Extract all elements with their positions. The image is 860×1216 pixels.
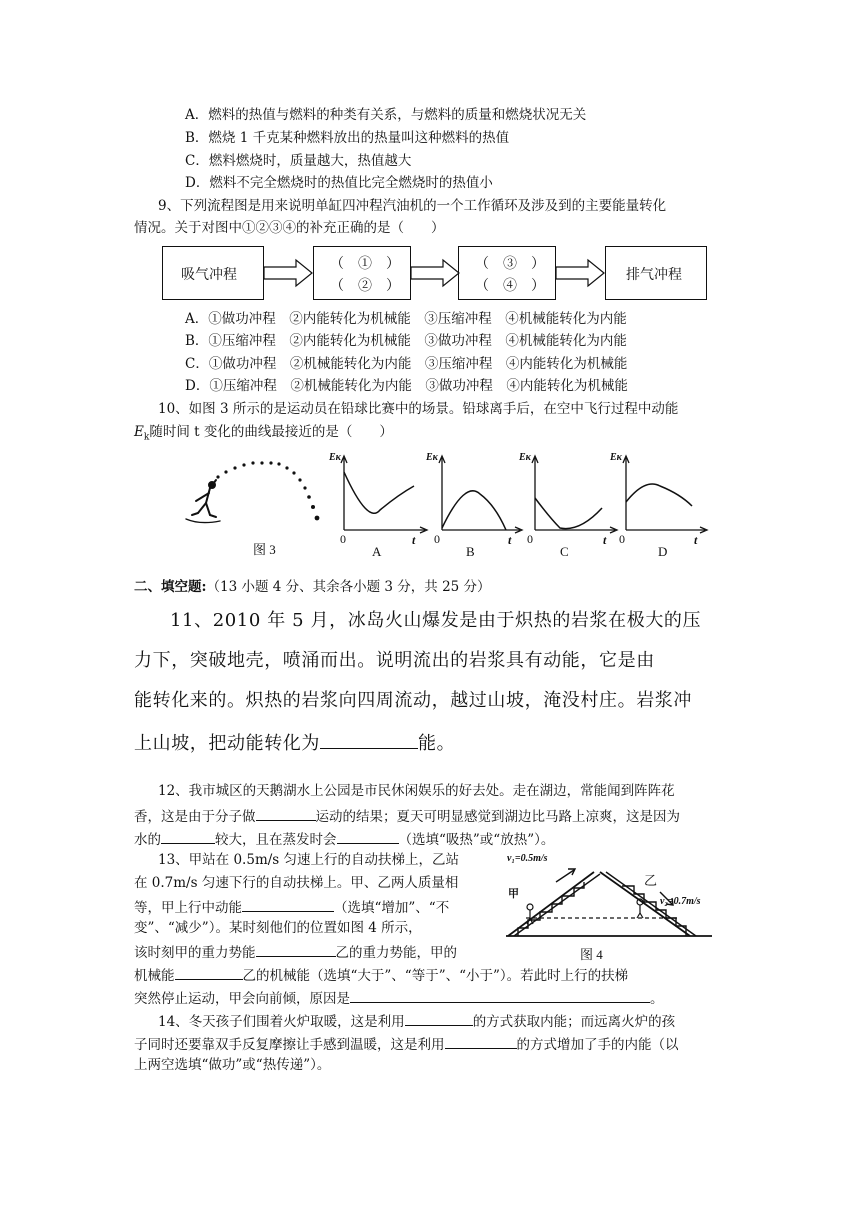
q13-line6-start: 机械能 [134,968,175,984]
q13-line3 [134,899,449,916]
fig3-caption: 图 3 [253,542,276,557]
flow-arrow-icon [554,258,606,288]
section2-note: （13 小题 4 分、其余各小题 3 分，共 25 分） [206,579,491,595]
graph-d-xlabel: t [694,533,698,547]
flow-arrow-icon [409,258,461,288]
q13-line4: 变”、“减少”）。某时刻他们的位置如图 4 所示， [134,920,422,936]
graph-c [532,456,617,533]
flow-box-3-top: （ ③ ） [475,256,545,272]
q13-line5 [134,944,457,961]
graph-a-origin: 0 [340,532,346,546]
flow-box-2 [313,246,411,300]
q13-line2: 在 0.7m/s 匀速下行的自动扶梯上。甲、乙两人质量相 [134,875,459,891]
v2-label: v₂=0.7m/s [660,896,701,907]
graph-d [623,456,707,533]
graph-c-ylabel: Eκ [519,452,531,463]
q10-stem-rest: 随时间 t 变化的曲线最接近的是（ ） [149,424,393,440]
q14-line1-end: 的方式获取内能；而远离火炉的孩 [472,1014,676,1030]
q14-line2 [134,1036,679,1053]
q11-blank[interactable] [320,732,418,749]
q14-line1-start: 14、冬天孩子们围着火炉取暖，这是利用 [158,1014,405,1030]
q12-line2-end: 运动的结果；夏天可明显感觉到湖边比马路上凉爽，这是因为 [315,809,680,825]
q12-blank-1[interactable] [256,808,316,821]
q13-blank-3[interactable] [175,967,243,980]
q10-stem-line1: 10、如图 3 所示的是运动员在铅球比赛中的场景。铅球离手后，在空中飞行过程中动能 [158,401,679,417]
fig4-caption: 图 4 [580,947,603,962]
q13-line7 [134,990,664,1007]
graph-a-xlabel: t [412,533,416,547]
q13-line7-end: 。 [650,991,664,1007]
q9-stem-line2: 情况。关于对图中①②③④的补充正确的是（ ） [134,220,445,236]
q8-option-d: D．燃料不完全燃烧时的热值比完全燃烧时的热值小 [185,175,493,191]
q14-blank-1[interactable] [405,1013,473,1026]
q13-blank-2[interactable] [256,944,336,957]
q9-option-a: A．①做功冲程 ②内能转化为机械能 ③压缩冲程 ④机械能转化为内能 [185,311,627,327]
v1-label: v₁=0.5m/s [507,853,548,864]
flow-box-3-bottom: （ ④ ） [475,278,545,294]
flow-box-3 [458,246,556,300]
q13-line5-end: 乙的重力势能，甲的 [335,945,457,961]
q9-option-c: C．①做功冲程 ②机械能转化为内能 ③压缩冲程 ④内能转化为机械能 [185,356,628,372]
q12-line3 [134,831,554,848]
graph-c-xlabel: t [603,533,607,547]
q12-line3-end: （选填“吸热”或“放热”）。 [398,832,555,848]
q14-line1 [158,1013,675,1030]
graph-b-label: B [466,544,475,559]
q13-line6 [134,967,628,984]
q13-line7-start: 突然停止运动，甲会向前倾，原因是 [134,991,350,1007]
yi-label: 乙 [644,873,658,888]
section2-header [134,581,491,595]
q14-line2-end: 的方式增加了手的内能（以 [516,1037,679,1053]
graph-b-ylabel: Eκ [426,452,438,463]
graph-a-ylabel: Eκ [329,452,341,463]
section2-title: 二、填空题: [134,579,207,595]
shot-put-figure [180,455,330,535]
q11-line4 [134,732,455,753]
q14-line3: 上两空选填“做功”或“热传递”）。 [134,1057,331,1073]
q9-stem-line1: 9、下列流程图是用来说明单缸四冲程汽油机的一个工作循环及涉及到的主要能量转化 [158,198,667,214]
graph-a-label: A [372,544,382,559]
q13-blank-1[interactable] [242,899,334,912]
graph-c-label: C [560,544,569,559]
flow-arrow-icon [262,258,314,288]
q8-option-a: A．燃料的热值与燃料的种类有关系，与燃料的质量和燃烧状况无关 [185,107,587,123]
q13-line5-start: 该时刻甲的重力势能 [134,945,256,961]
q11-line3: 能转化来的。炽热的岩浆向四周流动，越过山坡，淹没村庄。岩浆冲 [134,690,692,711]
q10-stem-line2 [134,426,393,443]
jia-label: 甲 [508,888,519,900]
graph-d-label: D [658,544,668,559]
graph-a [341,456,427,533]
q9-option-d: D．①压缩冲程 ②机械能转化为内能 ③做功冲程 ④内能转化为机械能 [185,378,628,394]
person-jia-icon [527,904,533,924]
flow-box-2-top: （ ① ） [330,256,400,272]
q12-line2-start: 香，这是由于分子做 [134,809,256,825]
q11-line2: 力下，突破地壳，喷涌而出。说明流出的岩浆具有动能，它是由 [134,650,655,671]
flow-box-intake-label: 吸气冲程 [181,267,237,283]
q14-blank-2[interactable] [445,1036,517,1049]
q8-option-b: B．燃烧 1 千克某种燃料放出的热量叫这种燃料的热值 [185,130,510,146]
q12-line1: 12、我市城区的天鹅湖水上公园是市民休闲娱乐的好去处。走在湖边，常能闻到阵阵花 [158,783,675,799]
q8-option-c: C．燃料燃烧时，质量越大，热值越大 [185,153,412,169]
q13-blank-4[interactable] [350,990,650,1003]
q12-blank-2[interactable] [161,831,215,844]
q13-line1: 13、甲站在 0.5m/s 匀速上行的自动扶梯上，乙站 [158,852,460,868]
graph-b-origin: 0 [434,532,440,546]
q11-line4-start: 上山坡，把动能转化为 [134,733,320,754]
q13-line3-end: （选填“增加”、“不 [334,900,450,916]
q11-line4-end: 能。 [418,733,456,754]
ek-subscript: k [143,432,150,443]
q14-line2-start: 子同时还要靠双手反复摩擦让手感到温暖，这是利用 [134,1037,445,1053]
q12-blank-3[interactable] [337,831,399,844]
q12-line3-mid: 较大，且在蒸发时会 [215,832,337,848]
graph-d-origin: 0 [619,532,625,546]
flow-box-exhaust-label: 排气冲程 [626,267,682,283]
flow-box-intake [162,246,264,300]
flow-box-2-bottom: （ ② ） [330,278,400,294]
q12-line2 [134,808,680,825]
graph-b-xlabel: t [508,533,512,547]
graph-c-origin: 0 [527,532,533,546]
graph-d-ylabel: Eκ [610,452,622,463]
q13-line6-end: 乙的机械能（选填“大于”、“等于”、“小于”）。若此时上行的扶梯 [242,968,629,984]
ek-symbol: E [134,424,144,440]
graph-b [439,456,522,533]
q12-line3-start: 水的 [134,832,161,848]
flow-box-exhaust [605,246,707,300]
q9-option-b: B．①压缩冲程 ②内能转化为机械能 ③做功冲程 ④机械能转化为内能 [185,333,627,349]
q11-line1: 11、2010 年 5 月，冰岛火山爆发是由于炽热的岩浆在极大的压 [170,610,702,631]
q13-line3-start: 等，甲上行中动能 [134,900,242,916]
